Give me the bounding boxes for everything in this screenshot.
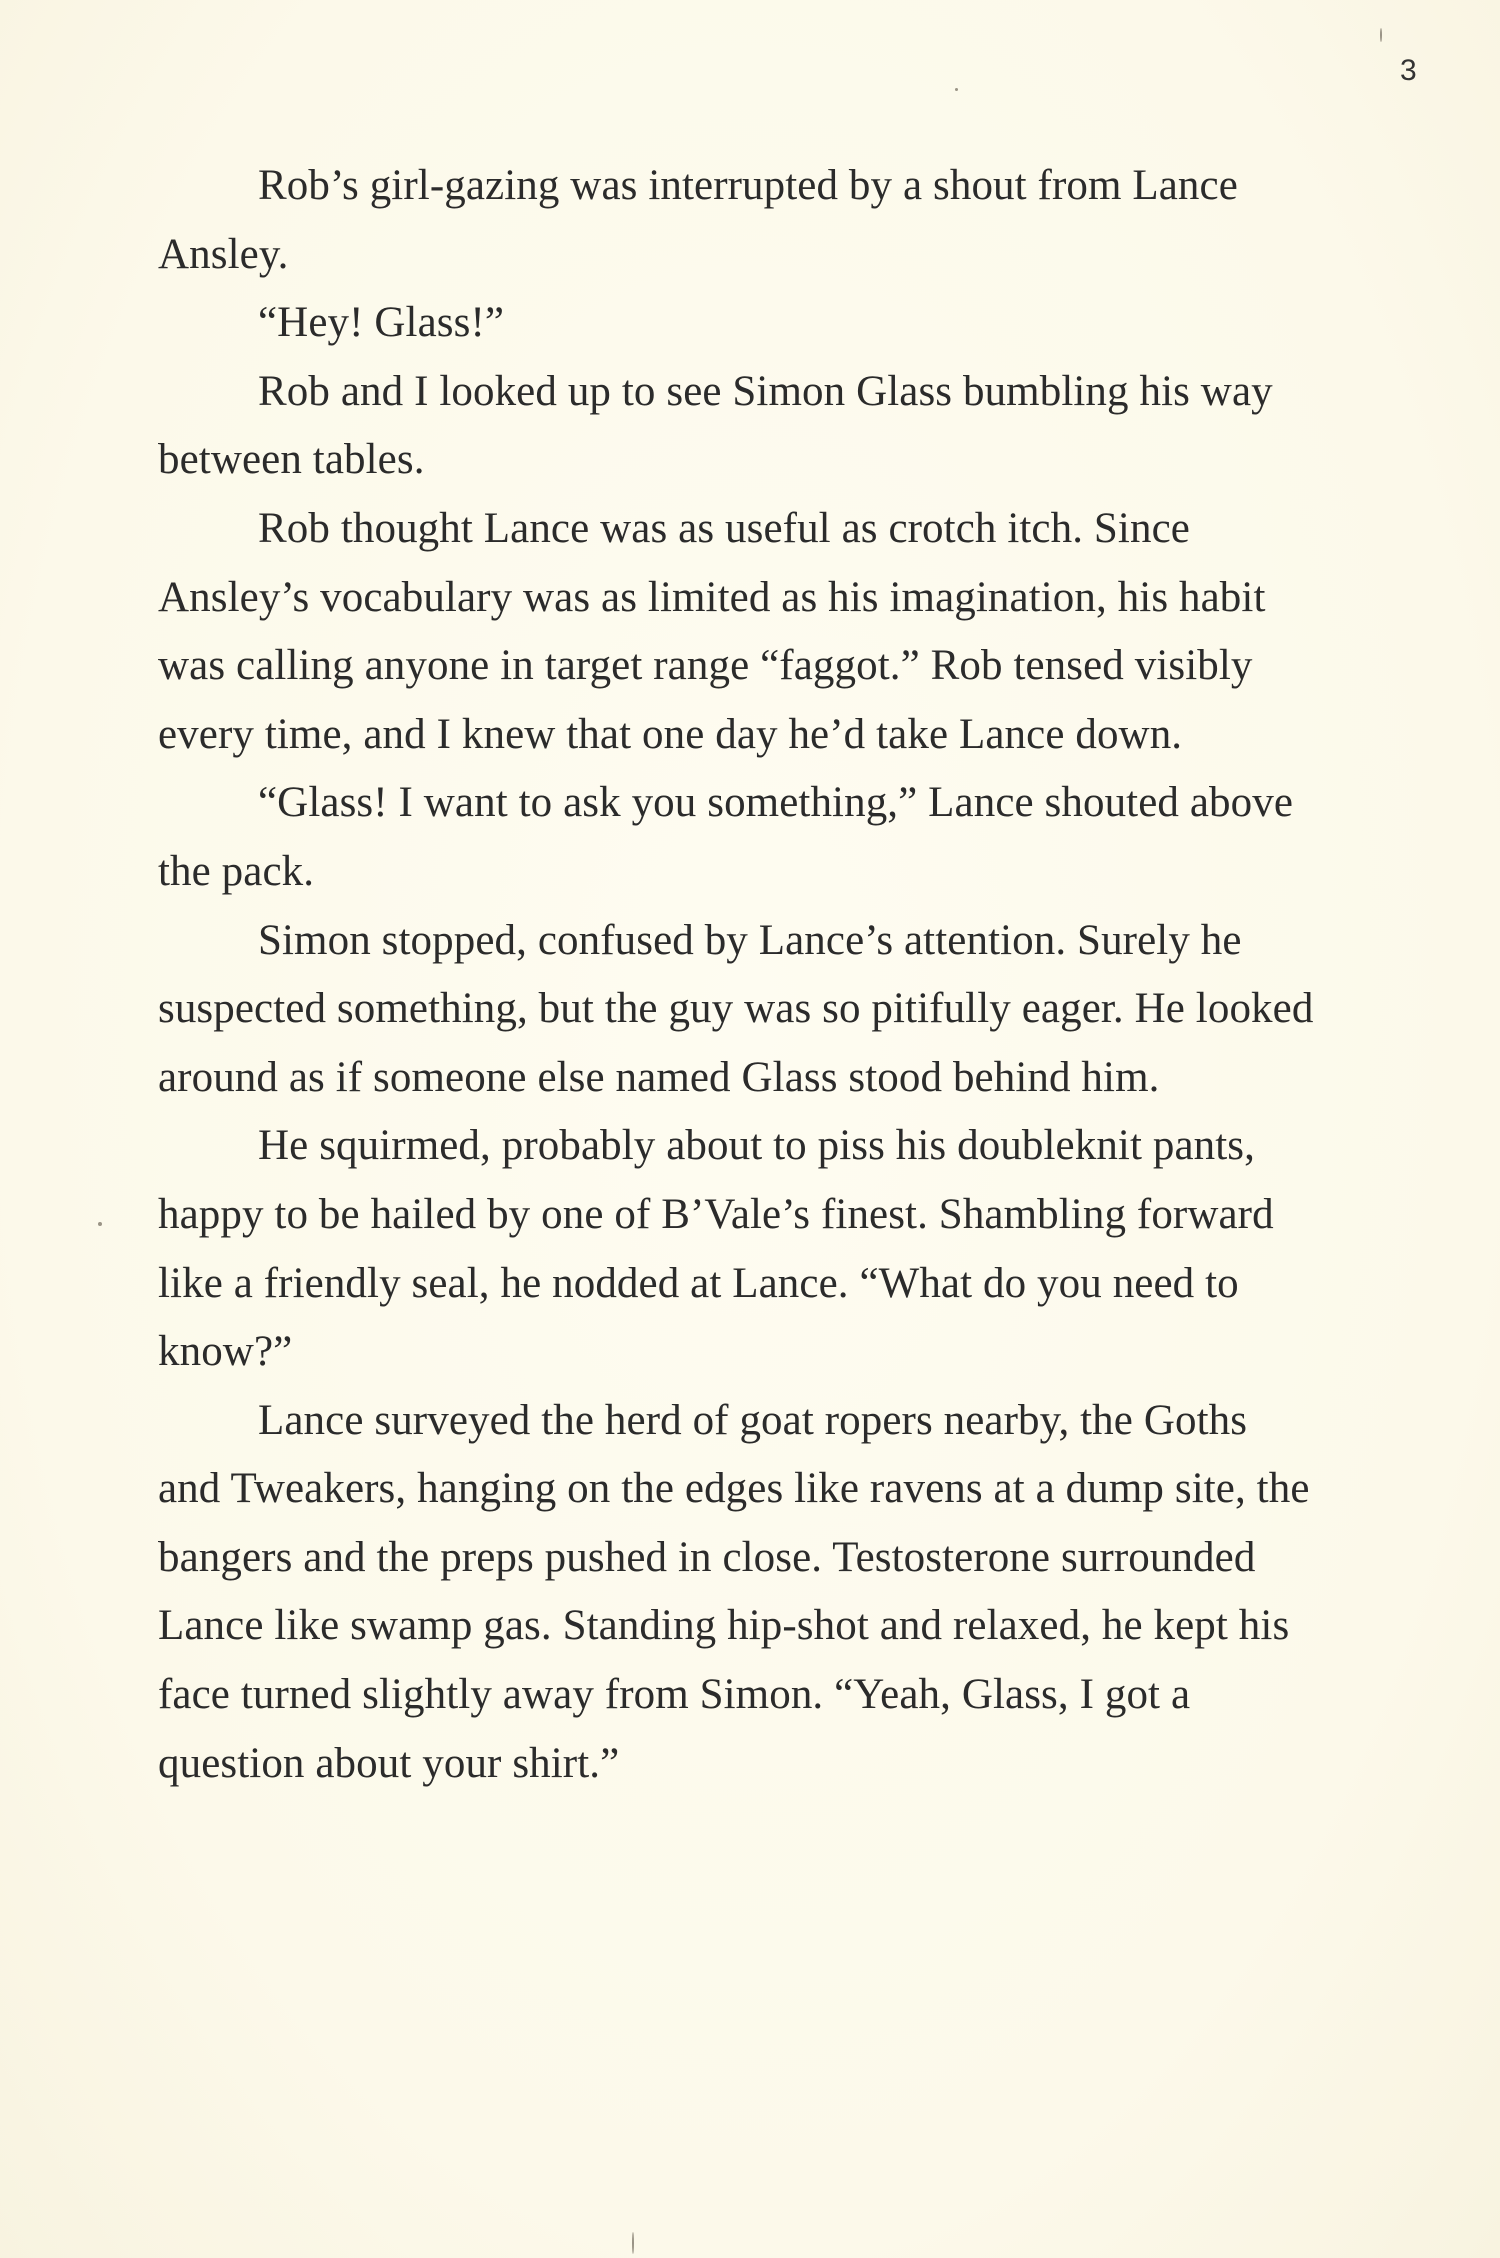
scan-speck: [955, 88, 958, 91]
body-text: [158, 152, 1318, 1798]
paragraph: “Hey! Glass!”: [258, 299, 505, 347]
paragraph: Simon stopped, confused by Lance’s attention. Surely he suspected something, but the guy was so pitifully eager. He looked around as if someone else named Glass stood behind him.: [158, 916, 1314, 1101]
scan-speck: [98, 1222, 102, 1226]
page-number: 3: [1400, 54, 1417, 87]
paragraph: Rob and I looked up to see Simon Glass bumbling his way between tables.: [158, 367, 1273, 484]
paragraph: Rob’s girl-gazing was interrupted by a shout from Lance Ansley.: [158, 162, 1238, 278]
paragraph: He squirmed, probably about to piss his doubleknit pants, happy to be hailed by one of B’Vale’s finest. Shambling forward like a friendly seal, he nodded at Lance. “What do you need to know?”: [158, 1122, 1274, 1376]
scan-speck: [1380, 28, 1382, 42]
paragraph: Rob thought Lance was as useful as crotch itch. Since Ansley’s vocabulary was as limited as his imagination, his habit was calling anyone in target range “faggot.” Rob tensed visibly every time, and I knew that one day he’d take Lance down.: [158, 504, 1266, 758]
paragraph: “Glass! I want to ask you something,” Lance shouted above the pack.: [158, 779, 1294, 895]
scan-speck: [632, 2232, 634, 2254]
paragraph: Lance surveyed the herd of goat ropers nearby, the Goths and Tweakers, hanging on the edges like ravens at a dump site, the bangers and the preps pushed in close. Testosterone surrounded Lance like swamp gas. Standing hip-shot and relaxed, he kept his face turned slightly away from Simon. “Yeah, Glass, I got a question about your shirt.”: [158, 1396, 1310, 1787]
